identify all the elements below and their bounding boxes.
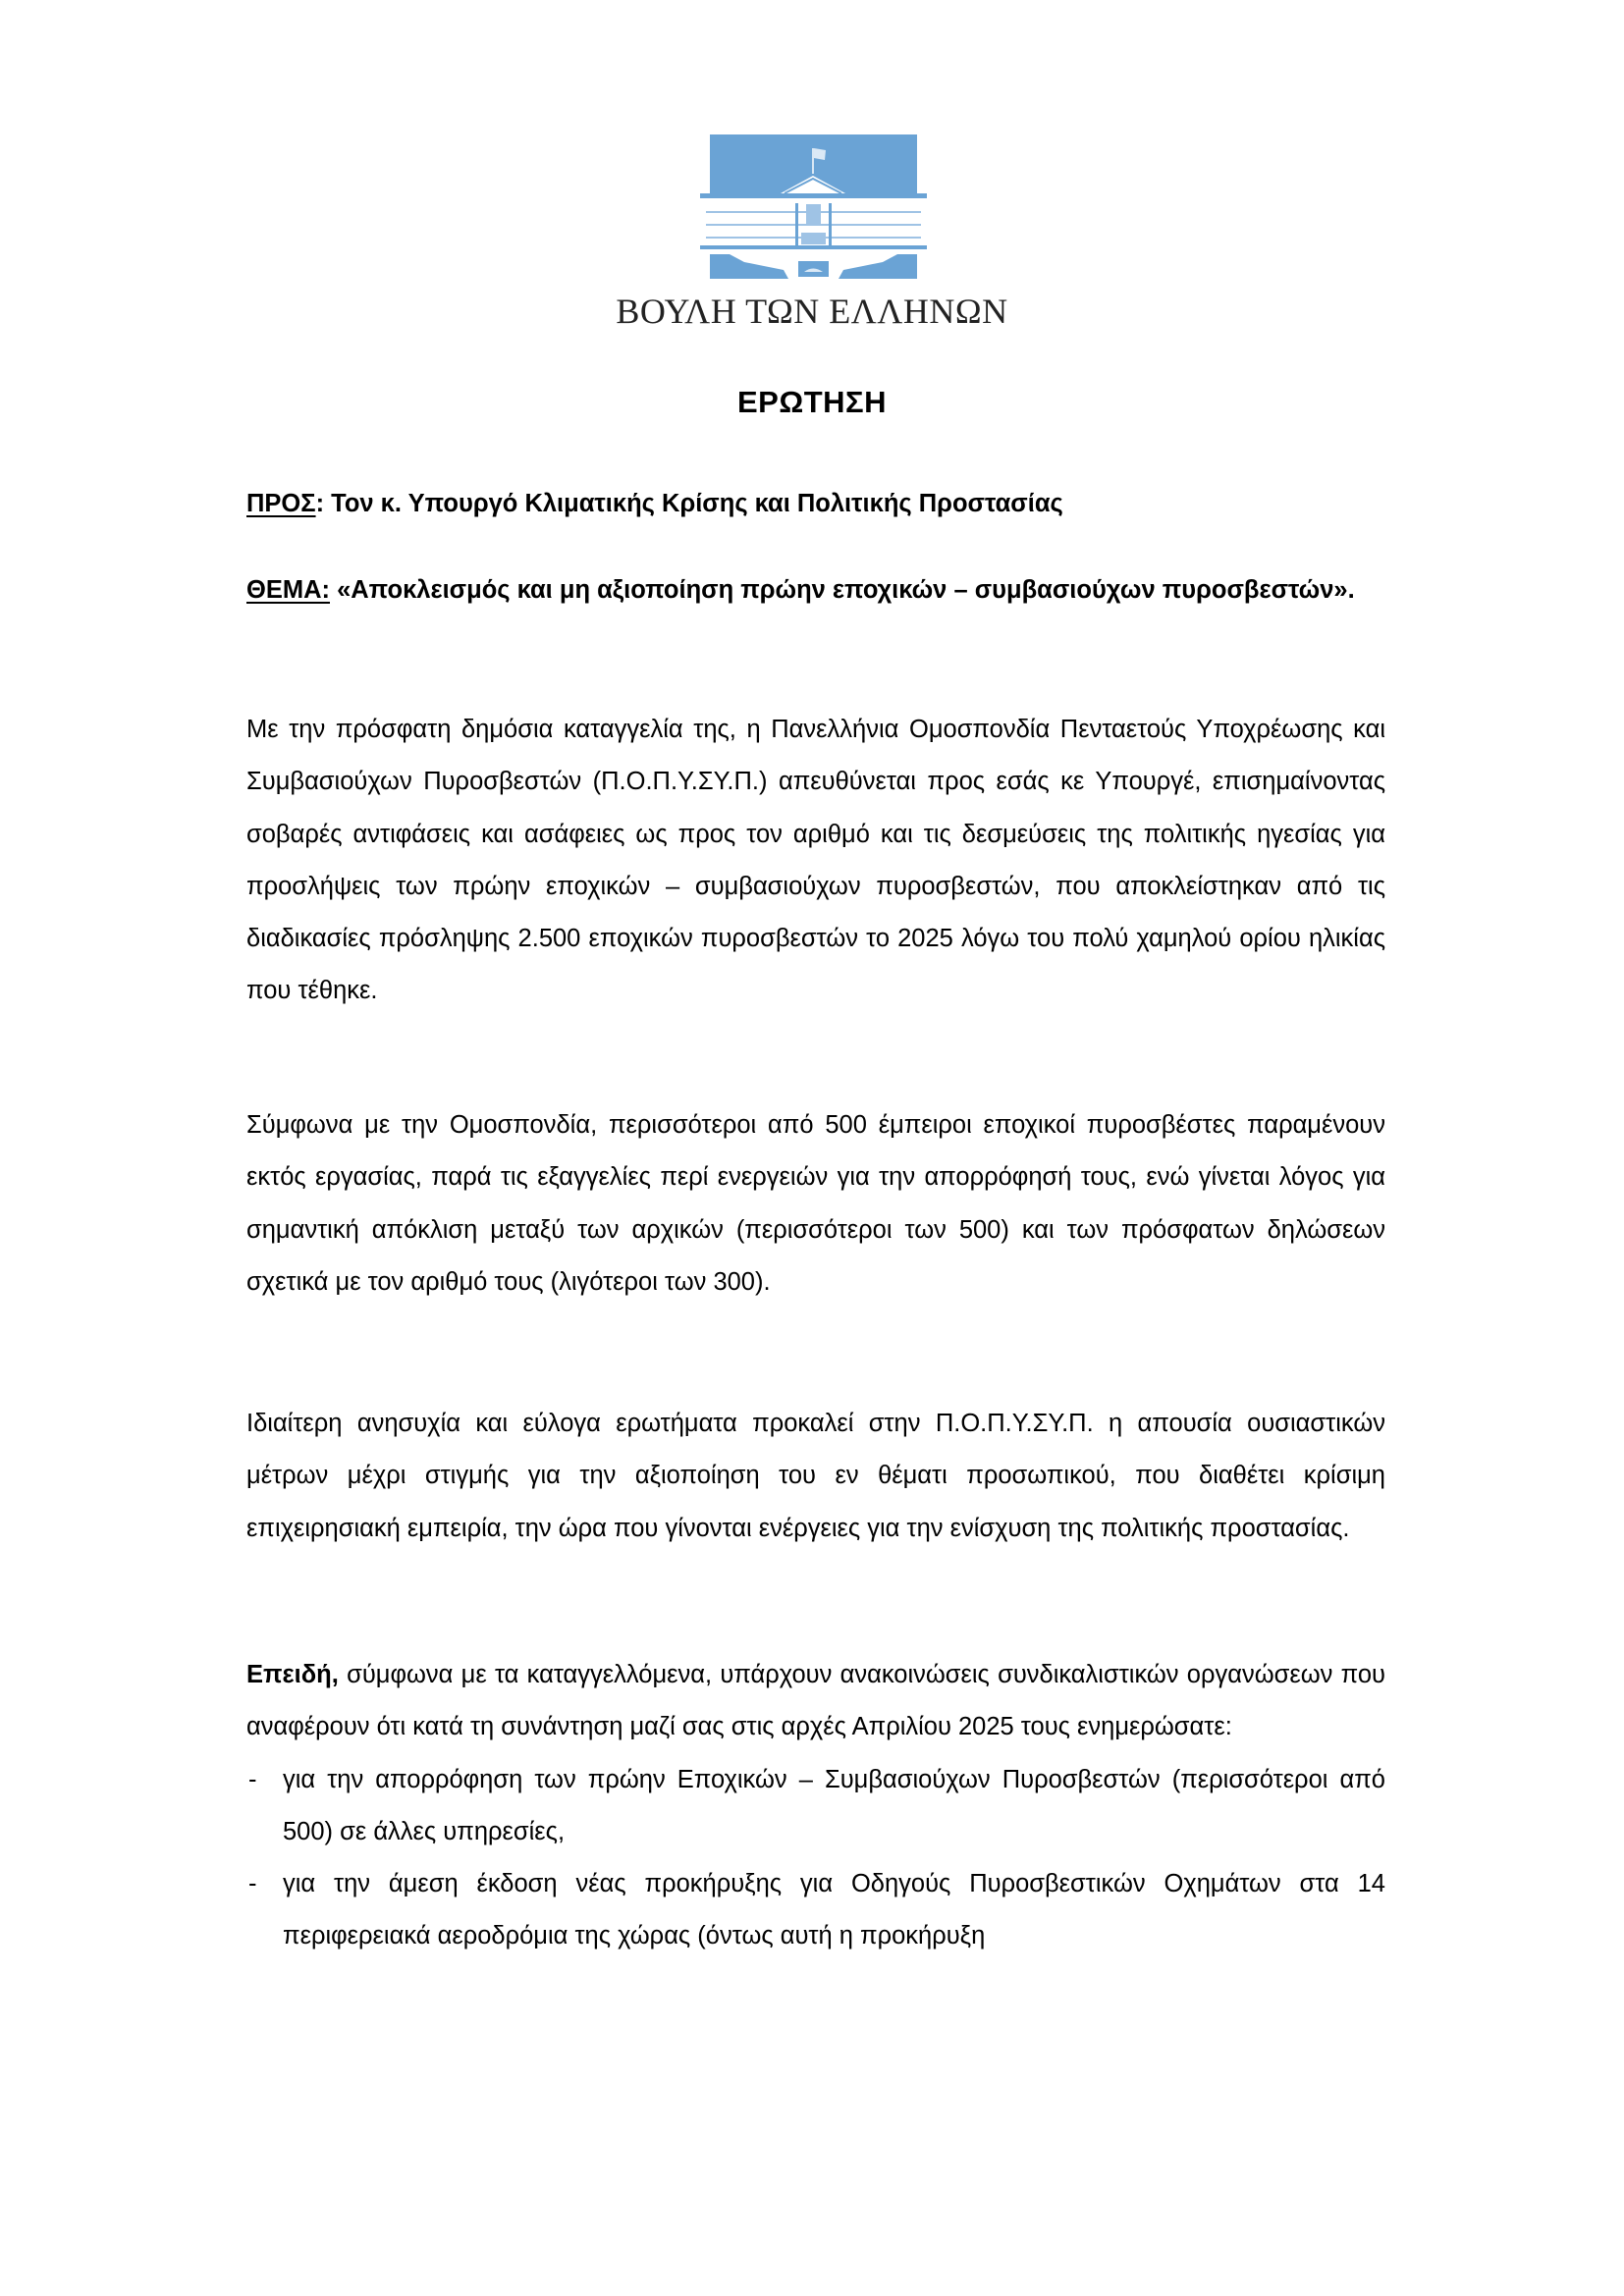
whereas-section [246, 1649, 1385, 1963]
list-item [246, 1754, 1385, 1859]
body-paragraph: Ιδιαίτερη ανησυχία και εύλογα ερωτήματα προκαλεί στην Π.Ο.Π.Υ.ΣΥ.Π. η απουσία ουσιαστικών μέτρων μέχρι στιγμής για την αξιοποίηση του εν θέματι προσωπικού, που διαθέτει κρίσιμη επιχειρησιακή εμπειρία, την ώρα που γίνονται ενέργειες για την ενίσχυση της πολιτικής προστασίας. [246, 1410, 1385, 1542]
recipient-line [246, 478, 1385, 530]
whereas-lead: Επειδή, [246, 1661, 339, 1688]
list-item [246, 1858, 1385, 1963]
recipient-label: ΠΡΟΣ [246, 490, 316, 517]
recipient-text: Τον κ. Υπουργό Κλιματικής Κρίσης και Πολιτικής Προστασίας [324, 490, 1063, 517]
whereas-list [246, 1754, 1385, 1963]
subject-line [246, 564, 1385, 616]
body-paragraph: Σύμφωνα με την Ομοσπονδία, περισσότεροι από 500 έμπειροι εποχικοί πυροσβέστες παραμένουν εκτός εργασίας, παρά τις εξαγγελίες περί ενεργειών για την απορρόφησή τους, ενώ γίνεται λόγος για σημαντική απόκλιση μεταξύ των αρχικών (περισσότεροι των 500) και των πρόσφατων δηλώσεων σχετικά με τον αριθμό τους (λιγότεροι των 300). [246, 1111, 1385, 1296]
whereas-intro [246, 1649, 1385, 1754]
list-item-text: για την απορρόφηση των πρώην Εποχικών – Συμβασιούχων Πυροσβεστών (περισσότεροι από 500) σε άλλες υπηρεσίες, [283, 1765, 1385, 1845]
hellenic-parliament-logo-icon [700, 134, 927, 279]
logo-caption: ΒΟΥΛΗ ΤΩΝ ΕΛΛΗΝΩΝ [616, 292, 1008, 331]
recipient-separator: : [315, 490, 325, 517]
subject-label: ΘΕΜΑ: [246, 576, 330, 604]
subject-text: «Αποκλεισμός και μη αξιοποίηση πρώην εποχικών – συμβασιούχων πυροσβεστών». [330, 576, 1355, 604]
document-title: ΕΡΩΤΗΣΗ [736, 385, 888, 419]
whereas-text: σύμφωνα με τα καταγγελλόμενα, υπάρχουν ανακοινώσεις συνδικαλιστικών οργανώσεων που αναφέρουν ότι κατά τη συνάντηση μαζί σας στις αρχές Απριλίου 2025 τους ενημερώσατε: [246, 1661, 1385, 1741]
body-paragraph: Με την πρόσφατη δημόσια καταγγελία της, η Πανελλήνια Ομοσπονδία Πενταετούς Υποχρέωσης και Συμβασιούχων Πυροσβεστών (Π.Ο.Π.Υ.ΣΥ.Π.) απευθύνεται προς εσάς κε Υπουργέ, επισημαίνοντας σοβαρές αντιφάσεις και ασάφειες ως προς τον αριθμό και τις δεσμεύσεις της πολιτικής ηγεσίας για προσλήψεις των πρώην εποχικών – συμβασιούχων πυροσβεστών, που αποκλείστηκαν από τις διαδικασίες πρόσληψης 2.500 εποχικών πυροσβεστών το 2025 λόγω του πολύ χαμηλού ορίου ηλικίας που τέθηκε. [246, 716, 1385, 1005]
dash-bullet-icon: - [248, 1870, 257, 1898]
dash-bullet-icon: - [248, 1765, 257, 1793]
list-item-text: για την άμεση έκδοση νέας προκήρυξης για Οδηγούς Πυροσβεστικών Οχημάτων στα 14 περιφερειακά αεροδρόμια της χώρας (όντως αυτή η προκήρυξη [283, 1870, 1385, 1950]
